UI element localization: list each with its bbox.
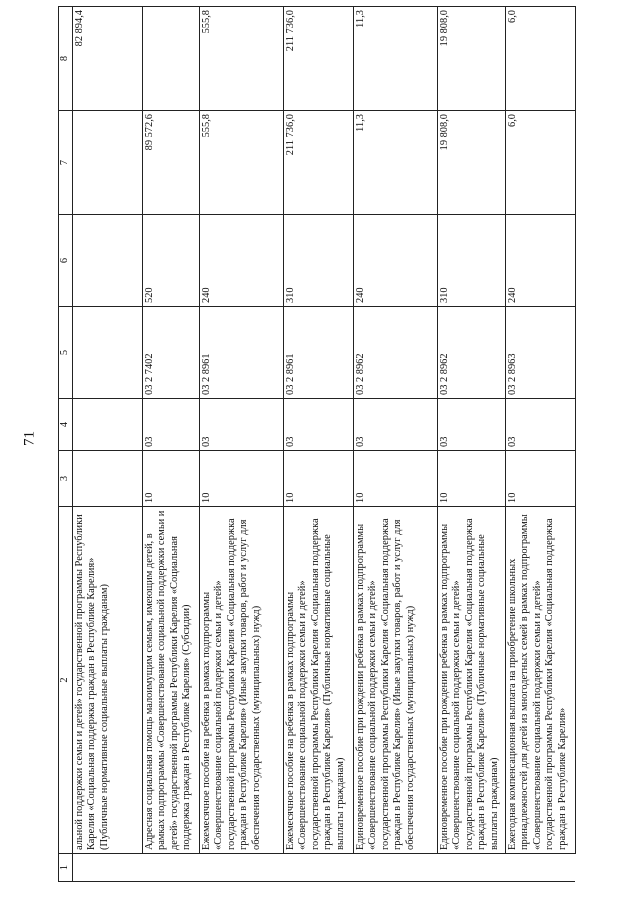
expense-type-cell: 240 (353, 215, 437, 307)
row-name-cell: Адресная социальная помощь малоимущим семьям, имеющим детей, в рамках подпрограммы «Совершенствование социальной поддержки семьи и детей» государственной программы Республики Карелия «Социальная поддержка граждан в Республике Карелия» (Субсидии) (142, 507, 199, 854)
table-row (437, 7, 505, 882)
row-number-cell (353, 854, 437, 882)
total-cell: 555,8 (199, 7, 283, 111)
amount-cell: 89 572,6 (142, 111, 199, 215)
total-cell: 11,3 (353, 7, 437, 111)
budget-table-rotated (58, 7, 583, 882)
row-number-cell (505, 854, 575, 882)
amount-cell: 11,3 (353, 111, 437, 215)
total-cell: 19 808,0 (437, 7, 505, 111)
section-cell: 10 (437, 451, 505, 507)
amount-cell: 555,8 (199, 111, 283, 215)
row-number-cell (283, 854, 353, 882)
total-cell (142, 7, 199, 111)
section-cell: 10 (199, 451, 283, 507)
row-name-cell: Ежемесячное пособие на ребенка в рамках подпрограммы «Совершенствование социальной поддержки семьи и детей» государственной программы Республики Карелия «Социальная поддержка граждан в Республике Карелия» (Публичные нормативные социальные выплаты гражданам) (283, 507, 353, 854)
total-cell: 6,0 (505, 7, 575, 111)
header-cell: 2 (59, 507, 73, 854)
amount-cell: 19 808,0 (437, 111, 505, 215)
row-name-cell: альной поддержки семьи и детей» государственной программы Республики Карелия «Социальная поддержка граждан в Республике Карелия» (Публичные нормативные социальные выплаты гражданам) (72, 507, 142, 854)
section-cell: 10 (353, 451, 437, 507)
table-row (505, 7, 575, 882)
target-article-cell: 03 2 8961 (199, 307, 283, 399)
subsection-cell: 03 (353, 399, 437, 451)
header-cell: 3 (59, 451, 73, 507)
header-cell: 5 (59, 307, 73, 399)
subsection-cell: 03 (142, 399, 199, 451)
header-row (59, 7, 73, 882)
row-number-cell (437, 854, 505, 882)
budget-table (58, 6, 576, 882)
expense-type-cell: 310 (437, 215, 505, 307)
target-article-cell: 03 2 8962 (437, 307, 505, 399)
header-cell: 6 (59, 215, 73, 307)
target-article-cell: 03 2 8963 (505, 307, 575, 399)
subsection-cell (72, 399, 142, 451)
amount-cell: 211 736,0 (283, 111, 353, 215)
header-cell: 1 (59, 854, 73, 882)
table-row (353, 7, 437, 882)
total-cell: 82 894,4 (72, 7, 142, 111)
expense-type-cell (72, 215, 142, 307)
page-number: 71 (21, 431, 38, 446)
amount-cell: 6,0 (505, 111, 575, 215)
target-article-cell (72, 307, 142, 399)
subsection-cell: 03 (283, 399, 353, 451)
header-cell: 4 (59, 399, 73, 451)
row-name-cell: Ежегодная компенсационная выплата на приобретение школьных принадлежностей для детей из многодетных семей в рамках подпрограммы «Совершенствование социальной поддержки семьи и детей» государственной программы Республики Карелия «Социальная поддержка граждан в Республике Карелия» (505, 507, 575, 854)
target-article-cell: 03 2 7402 (142, 307, 199, 399)
table-row (142, 7, 199, 882)
section-cell: 10 (142, 451, 199, 507)
expense-type-cell: 310 (283, 215, 353, 307)
table-row (199, 7, 283, 882)
header-cell: 7 (59, 111, 73, 215)
row-number-cell (142, 854, 199, 882)
subsection-cell: 03 (199, 399, 283, 451)
header-cell: 8 (59, 7, 73, 111)
expense-type-cell: 520 (142, 215, 199, 307)
subsection-cell: 03 (505, 399, 575, 451)
amount-cell (72, 111, 142, 215)
row-name-cell: Единовременное пособие при рождении ребенка в рамках подпрограммы «Совершенствование социальной поддержки семьи и детей» государственной программы Республики Карелия «Социальная поддержка граждан в Республике Карелия» (Иные закупки товаров, работ и услуг для обеспечения государственных (муниципальных) нужд) (353, 507, 437, 854)
section-cell: 10 (283, 451, 353, 507)
section-cell: 10 (505, 451, 575, 507)
target-article-cell: 03 2 8961 (283, 307, 353, 399)
table-row (283, 7, 353, 882)
expense-type-cell: 240 (199, 215, 283, 307)
total-cell: 211 736,0 (283, 7, 353, 111)
row-name-cell: Единовременное пособие при рождении ребенка в рамках подпрограммы «Совершенствование социальной поддержки семьи и детей» государственной программы Республики Карелия «Социальная поддержка граждан в Республике Карелия» (Публичные нормативные социальные выплаты гражданам) (437, 507, 505, 854)
table-row (72, 7, 142, 882)
target-article-cell: 03 2 8962 (353, 307, 437, 399)
section-cell (72, 451, 142, 507)
expense-type-cell: 240 (505, 215, 575, 307)
row-number-cell (72, 854, 142, 882)
subsection-cell: 03 (437, 399, 505, 451)
row-name-cell: Ежемесячное пособие на ребенка в рамках подпрограммы «Совершенствование социальной поддержки семьи и детей» государственной программы Республики Карелия «Социальная поддержка граждан в Республике Карелия» (Иные закупки товаров, работ и услуг для обеспечения государственных (муниципальных) нужд) (199, 507, 283, 854)
row-number-cell (199, 854, 283, 882)
